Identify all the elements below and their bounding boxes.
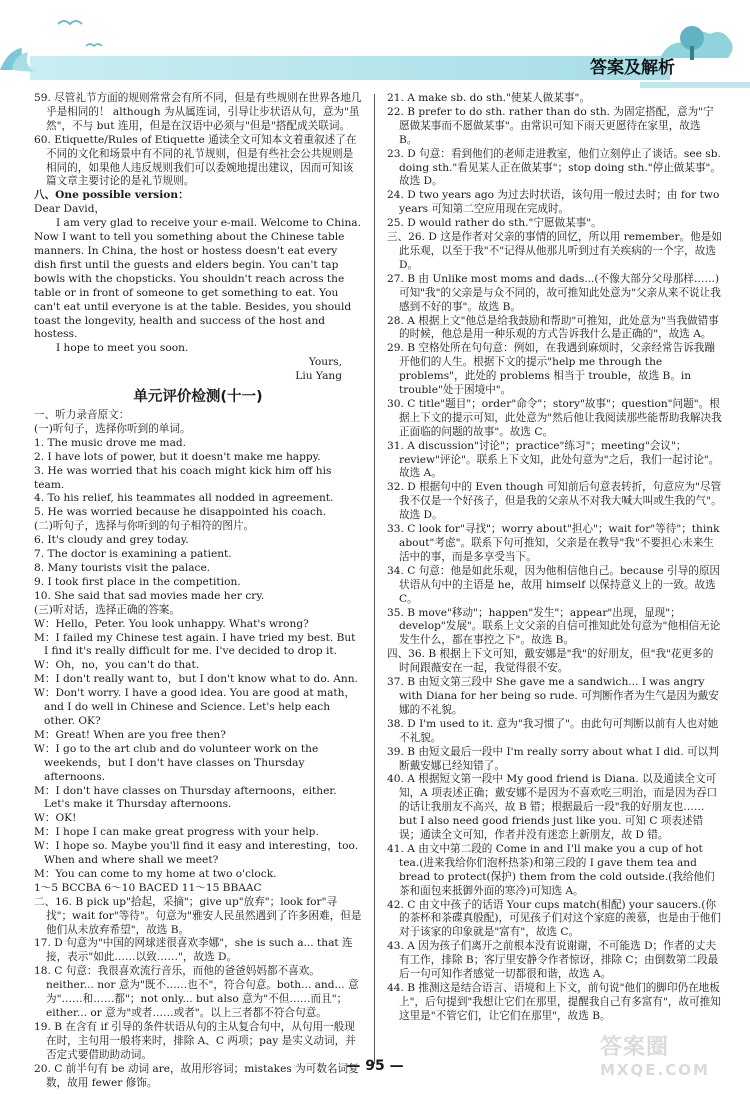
page-number: — 95 — (346, 1058, 404, 1074)
answer-item: 34. C 句意：他是如此乐观，因为他相信他自己。because 引导的原因状语从句中的主语是 he，故用 himself 以保持意义上的一致。故选 C。 (387, 564, 721, 605)
answer-item: 23. D 句意：看到他们的老师走进教室，他们立刻停止了谈话。see sb. doing sth."看见某人正在做某事"；stop doing sth."停止做某事"。故选 D。 (387, 147, 722, 188)
listening-line: (二)听句子，选择与你听到的句子相符的图片。 (34, 520, 255, 533)
answer-item: 22. B prefer to do sth. rather than do sth. 为固定搭配，意为"宁愿做某事而不愿做某事"。由常识可知下雨天更愿待在家里，故选 B。 (387, 105, 714, 146)
letter-closing: I hope to meet you soon. (56, 342, 189, 355)
bird-icon (86, 44, 102, 46)
letter-name: Liu Yang (295, 370, 342, 383)
dialogue-line: W：OK! (34, 812, 77, 825)
answer-item: 39. B 由短文最后一段中 I'm really sorry about what I did. 可以判断戴安娜已经知错了。 (387, 745, 719, 772)
answer-item: 41. A 由文中第二段的 Come in and I'll make you a cup of hot tea.(进来我给你们泡杯热茶)和第三段的 I gave them tea and bread to protect(保护) them from the cold outside.(我给他们茶和面包来抵御外面的寒冷)可知选 A。 (387, 842, 715, 897)
listening-line: 5. He was worried because he disappointed his coach. (34, 506, 327, 519)
answer-item: 21. A make sb. do sth."使某人做某事"。 (387, 92, 590, 104)
answer-item: 60. Etiquette/Rules of Etiquette 通读全文可知本文着重叙述了在不同的文化和场景中有不同的礼节规则，但是有些社会公共规则是相同的，如果他人违反规则我们可以委婉地提出建议，因而可知该篇文章主要讨论的是礼节规则。 (34, 133, 357, 188)
listening-line: 7. The doctor is examining a patient. (34, 548, 232, 561)
listening-line: 一、听力录音原文： (34, 409, 130, 422)
answer-item: 17. D 句意为"中国的网球迷很喜欢李娜"，she is such a... that 连接，表示"如此……以致……"，故选 D。 (34, 937, 353, 964)
dialogue-line: M：You can come to my home at two o'clock. (34, 867, 277, 880)
listening-line: 9. I took first place in the competition. (34, 575, 241, 588)
answer-item: 33. C look for"寻找"；worry about"担心"；wait for"等待"；think about"考虑"。联系下句可推知，父亲是在教导"我"不要担心未来生活中的事，而是多享受当下。 (387, 523, 720, 563)
answer-item: 59. 尽管礼节方面的规则常常会有所不同，但是有些规则在世界各地几乎是相同的！ although 为从属连词，引导让步状语从句，意为"虽然"，不与 but 连用，但是在汉语中必须与"但是"搭配成关联词。 (34, 92, 362, 132)
answer-key: 1～5 BCCBA 6～10 BACED 11～15 BBAAC (34, 881, 262, 894)
writing-heading: 八、One possible version： (34, 189, 189, 202)
answer-item: 31. A discussion"讨论"；practice"练习"；meeting"会议"；review"评论"。联系上下文知，此处句意为"之后，我们一起讨论"。故选 A。 (387, 439, 720, 480)
header-title: 答案及解析 (590, 58, 675, 78)
answer-item: 27. B 由 Unlike most moms and dads...(不像大部分父母那样……)可知"我"的父亲是与众不同的，故可推知此处意为"父亲从来不说让我感到不好的事"。故选 B。 (387, 272, 721, 313)
listening-line: 1. The music drove me mad. (34, 436, 187, 449)
listening-line: 8. Many tourists visit the palace. (34, 562, 211, 574)
answer-item: 32. D 根据句中的 Even though 可知前后句意表转折，句意应为"尽管我不仅是一个好孩子，但是我的父亲从不对我大喊大叫或生我的气"。故选 D。 (387, 481, 722, 522)
answer-item: 19. B 在含有 if 引导的条件状语从句的主从复合句中，从句用一般现在时，主句用一般将来时，排除 A、C 两项；pay 是实义动词，并否定式要借助助动词。 (34, 1020, 356, 1061)
letter-body: I am very glad to receive your e-mail. Welcome to China. Now I want to tell you something about the Chinese table manners. In China, the host or hostess doesn't eat every dish first until the guests and elders begin. You can't tap bowls with the chopsticks. You shouldn't reach across the table or in front of someone to get something to eat. You can't eat until everyone is at the table. Besides, you should toast the longevity, health and success of the host and hostess. (34, 217, 361, 341)
column-divider (374, 94, 375, 1064)
answer-item: 28. A 根据上文"他总是给我鼓励和帮助"可推知，此处意为"当我做错事的时候，他总是用一种乐观的方式告诉我什么是正确的"，故选 A。 (387, 314, 719, 341)
answer-item: 30. C title"题目"；order"命令"；story"故事"；question"问题"。根据上下文的提示可知，此处意为"然后他让我阅读那些能帮助我解决我正面临的问题的故事"。故选 C。 (387, 397, 722, 438)
answer-item: 35. B move"移动"；happen"发生"；appear"出现，显现"；develop"发展"。联系上文父亲的自信可推知此处句意为"他相信无论发生什么，都在事控之下"。故选 B。 (387, 606, 721, 647)
listening-line: 4. To his relief, his teammates all nodded in agreement. (34, 492, 334, 505)
section-title: 单元评价检测(十一) (133, 389, 263, 406)
dialogue-line: M：I hope I can make great progress with your help. (34, 826, 319, 839)
watermark-logo: 答案圈 (600, 1035, 670, 1060)
answer-item: 38. D I'm used to it. 意为"我习惯了"。由此句可判断以前有人也对她不礼貌。 (387, 717, 719, 744)
answer-item: 三、26. D 这是作者对父亲的事情的回忆，所以用 remember。他是如此乐观，以至于我"不"记得从他那儿听到过有关疾病的一个字，故选 D。 (387, 231, 722, 271)
listening-line: 10. She said that sad movies made her cry. (34, 589, 265, 602)
dialogue-line: W：I go to the art club and do volunteer work on the weekends，but I don't have classes on Thursday afternoons. (34, 742, 319, 783)
listening-line: 3. He was worried that his coach might kick him off his team. (34, 464, 332, 491)
answer-item: 29. B 空格处所在句句意：例如，在我遇到麻烦时，父亲经常告诉我蹦开他们的人生。根据下文的提示"help me through the problems"，此处的 problems 相当于 trouble，故选 B。in trouble"处于困境中"。 (387, 342, 715, 397)
dialogue-line: M：Great! When are you free then? (34, 728, 226, 741)
answer-item: 42. C 由文中孩子的话语 Your cups match(相配) your saucers.(你的茶杯和茶碟真般配)，可见孩子们对这个家庭的羡慕，也是由于他们对于该家的印象就是"富有"，故选 C。 (387, 898, 721, 939)
watermark-url: MXQE.COM (600, 1061, 710, 1079)
answer-item: 37. B 由短文第三段中 She gave me a sandwich... I was angry with Diana for her being so rude. 可判断作者为生气是因为戴安娜的不礼貌。 (387, 676, 719, 716)
answer-item: 44. B 推测这是结合语言、语境和上下文，前句说"他们的脚印仍在地板上"，后句提到"我想让它们在那里，提醒我自己有多富有"，故可推知这里是"不管它们，让它们在那里"，故选 B。 (387, 982, 721, 1022)
listening-line: (三)听对话，选择正确的答案。 (34, 603, 180, 616)
dialogue-line: M：I failed my Chinese test again. I have tried my best. But I find it's really difficult for me. I've decided to drop it. (34, 631, 356, 658)
listening-line: 6. It's cloudy and grey today. (34, 534, 189, 547)
answer-item: 25. D would rather do sth."宁愿做某事"。 (387, 217, 602, 230)
dialogue-line: M：I don't have classes on Thursday afternoons，either. Let's make it Thursday afternoons. (34, 784, 337, 811)
dialogue-line: W：Hello，Peter. You look unhappy. What's wrong? (34, 617, 309, 630)
letter-greeting: Dear David， (34, 203, 106, 216)
dialogue-line: M：I don't really want to，but I don't know what to do. Ann. (34, 673, 358, 686)
answer-item: 40. A 根据短文第一段中 My good friend is Diana. 以及通读全文可知，A 项表述正确；戴安娜不是因为不喜欢吃三明治，而是因为吞口的话让我朋友不高兴，故 B 错；根据最后一段"我的好朋友也……but I also need good friends just like you. 可知 C 项表述错误；通读全文可知，作者并没有迷恋上新朋友，故 D 错。 (387, 773, 718, 842)
dialogue-line: W：I hope so. Maybe you'll find it easy and interesting，too. When and where shall we meet? (34, 840, 359, 867)
left-column (34, 92, 362, 1090)
answer-item: 二、16. B pick up"拾起，采摘"；give up"放弃"；look for"寻找"；wait for"等待"。句意为"雅安人民虽然遇到了许多困难，但是他们从未放弃希望"，故选 B。 (34, 895, 362, 936)
dialogue-line: W：Oh，no，you can't do that. (34, 659, 200, 672)
listening-line: (一)听句子，选择你听到的单词。 (34, 422, 191, 435)
listening-line: 2. I have lots of power, but it doesn't make me happy. (34, 450, 321, 463)
answer-item: 43. A 因为孩子们离开之前根本没有说谢谢，不可能选 D；作者的丈夫有工作，排除 B；客厅里安静令作者惊讶，排除 C；由倒数第二段最后一句可知作者感觉一切都很和谐，故选 A。 (387, 940, 719, 981)
header-banner (0, 0, 750, 88)
answer-item: 四、36. B 根据上下文可知，戴安娜是"我"的好朋友，但"我"花更多的时间跟薇安在一起，我觉得很不安。 (387, 648, 714, 675)
bird-icon (58, 21, 82, 24)
dialogue-line: W：Don't worry. I have a good idea. You are good at math，and I do well in Chinese and Science. Let's help each other. OK? (34, 687, 356, 727)
answer-item: 20. C 前半句有 be 动词 are，故用形容词；mistakes 为可数名词复数，故用 fewer 修饰。 (34, 1062, 359, 1089)
letter-sign-off: Yours, (308, 356, 342, 369)
watermark (600, 1030, 710, 1079)
answer-item: 24. D two years ago 为过去时状语，该句用一般过去时；由 for two years 可知第二空应用现在完成时。 (387, 189, 720, 216)
answer-item: 18. C 句意：我很喜欢流行音乐，而他的爸爸妈妈都不喜欢。neither... nor 意为"既不……也不"，符合句意。both... and... 意为"……和……都"；not only... but also 意为"不但……而且"；either... or 意为"或者……或者"。以上三者都不符合句意。 (34, 965, 359, 1019)
right-column (387, 92, 722, 1024)
